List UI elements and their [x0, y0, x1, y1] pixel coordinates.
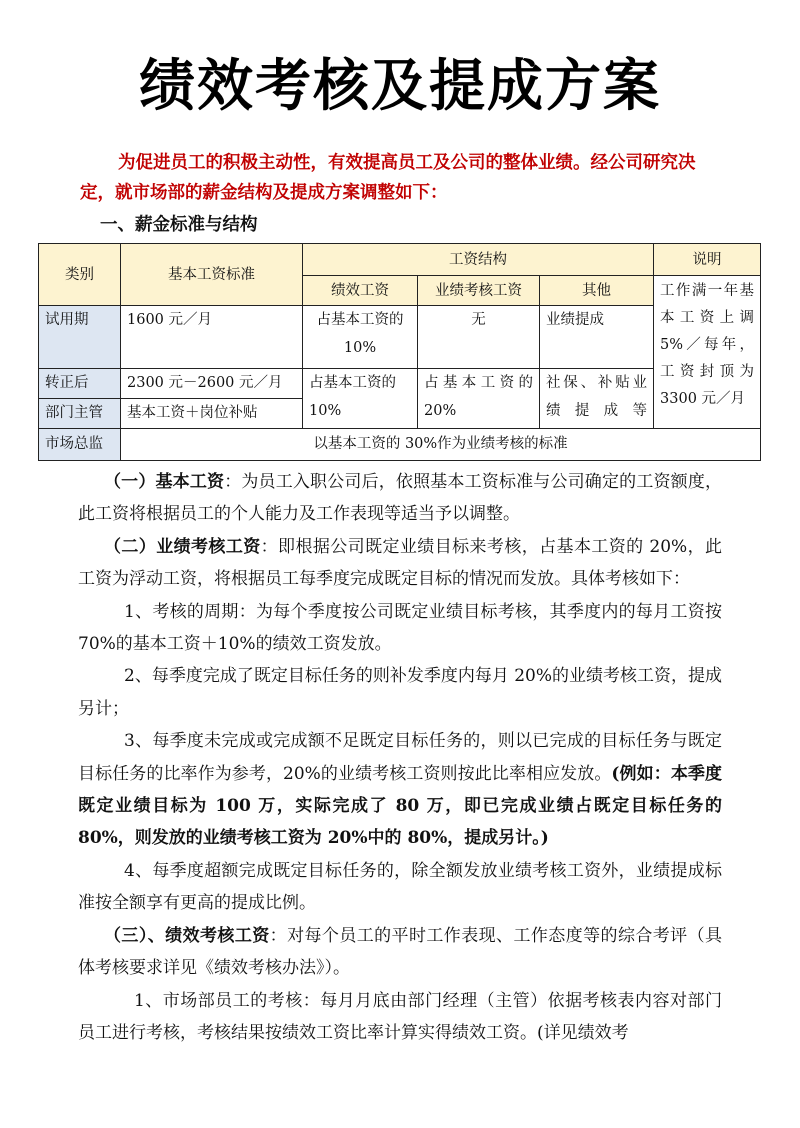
- header-other: 其他: [540, 276, 654, 306]
- cell-manager-base: 基本工资＋岗位补贴: [121, 398, 303, 428]
- list-item-3-example: (例如：本季度既定业绩目标为 100 万，实际完成了 80 万，即已完成业绩占既定目标任务的 80%，则发放的业绩考核工资为 20%中的 80%，提成另计。): [78, 763, 722, 849]
- cell-regular-base: 2300 元－2600 元／月: [121, 368, 303, 398]
- paragraph-base-salary: [78, 466, 722, 531]
- header-notes: 说明: [654, 244, 761, 276]
- cell-manager-category: 部门主管: [39, 398, 121, 428]
- label-performance-pay: （三）、绩效考核工资: [104, 925, 270, 946]
- cell-shared-performance: 占基本工资的 10%: [303, 368, 418, 428]
- intro-paragraph: 为促进员工的积极主动性，有效提高员工及公司的整体业绩。经公司研究决定，就市场部的薪金结构及提成方案调整如下：: [80, 153, 696, 203]
- cell-director-merged: 以基本工资的 30%作为业绩考核的标准: [121, 428, 761, 460]
- body-text: [78, 466, 722, 1049]
- cell-probation-other: 业绩提成: [540, 306, 654, 368]
- section-heading-salary: 一、薪金标准与结构: [100, 215, 258, 235]
- salary-table: [38, 243, 761, 461]
- text-assessment-pay: ：即根据公司既定业绩目标来考核，占基本工资的 20%，此工资为浮动工资，将根据员工每季度完成既定目标的情况而发放。具体考核如下：: [78, 536, 722, 590]
- list-item-3-text: 3、每季度未完成或完成额不足既定目标任务的，则以已完成的目标任务与既定目标任务的比率作为参考，20%的业绩考核工资则按此比率相应发放。: [78, 731, 722, 784]
- list-item-2: 2、每季度完成了既定目标任务的则补发季度内每月 20%的业绩考核工资，提成另计；: [78, 666, 723, 719]
- cell-probation-assessment: 无: [418, 306, 540, 368]
- header-performance-pay: 绩效工资: [303, 276, 418, 306]
- header-base-salary-standard: 基本工资标准: [121, 244, 303, 306]
- paragraph-performance-pay: [78, 920, 722, 985]
- page-title: 绩效考核及提成方案: [139, 54, 661, 119]
- label-assessment-pay: （二）业绩考核工资: [104, 536, 261, 557]
- label-base-salary: （一）基本工资: [104, 472, 225, 492]
- header-category: 类别: [39, 244, 121, 306]
- header-salary-structure: 工资结构: [303, 244, 654, 276]
- cell-notes: 工作满一年基本工资上调 5%／每年，工资封顶为 3300 元／月: [654, 276, 761, 429]
- cell-director-category: 市场总监: [39, 428, 121, 460]
- cell-probation-performance: 占基本工资的 10%: [303, 306, 418, 368]
- list-item-3: [78, 725, 722, 855]
- header-assessment-pay: 业绩考核工资: [418, 276, 540, 306]
- cell-regular-category: 转正后: [39, 368, 121, 398]
- text-performance-pay: ：对每个员工的平时工作表现、工作态度等的综合考评（具体考核要求详见《绩效考核办法》）。: [78, 925, 723, 979]
- text-base-salary: ：为员工入职公司后，依照基本工资标准与公司确定的工资额度，此工资将根据员工的个人能力及工作表现等适当予以调整。: [78, 472, 723, 525]
- list-item-4: 4、每季度超额完成既定目标任务的，除全额发放业绩考核工资外，业绩提成标准按全额享有更高的提成比例。: [78, 860, 722, 914]
- cell-shared-other: 社保、补贴业绩提成等: [540, 368, 654, 428]
- cell-probation-base: 1600 元／月: [121, 306, 303, 368]
- list-item-1: 1、考核的周期：为每个季度按公司既定业绩目标考核，其季度内的每月工资按 70%的基本工资＋10%的绩效工资发放。: [78, 601, 722, 655]
- paragraph-assessment-pay: [78, 531, 722, 596]
- cell-probation-category: 试用期: [39, 306, 121, 368]
- list-item-5: 1、市场部员工的考核：每月月底由部门经理（主管）依据考核表内容对部门员工进行考核，考核结果按绩效工资比率计算实得绩效工资。(详见绩效考: [78, 990, 722, 1043]
- cell-shared-assessment: 占基本工资的 20%: [418, 368, 540, 428]
